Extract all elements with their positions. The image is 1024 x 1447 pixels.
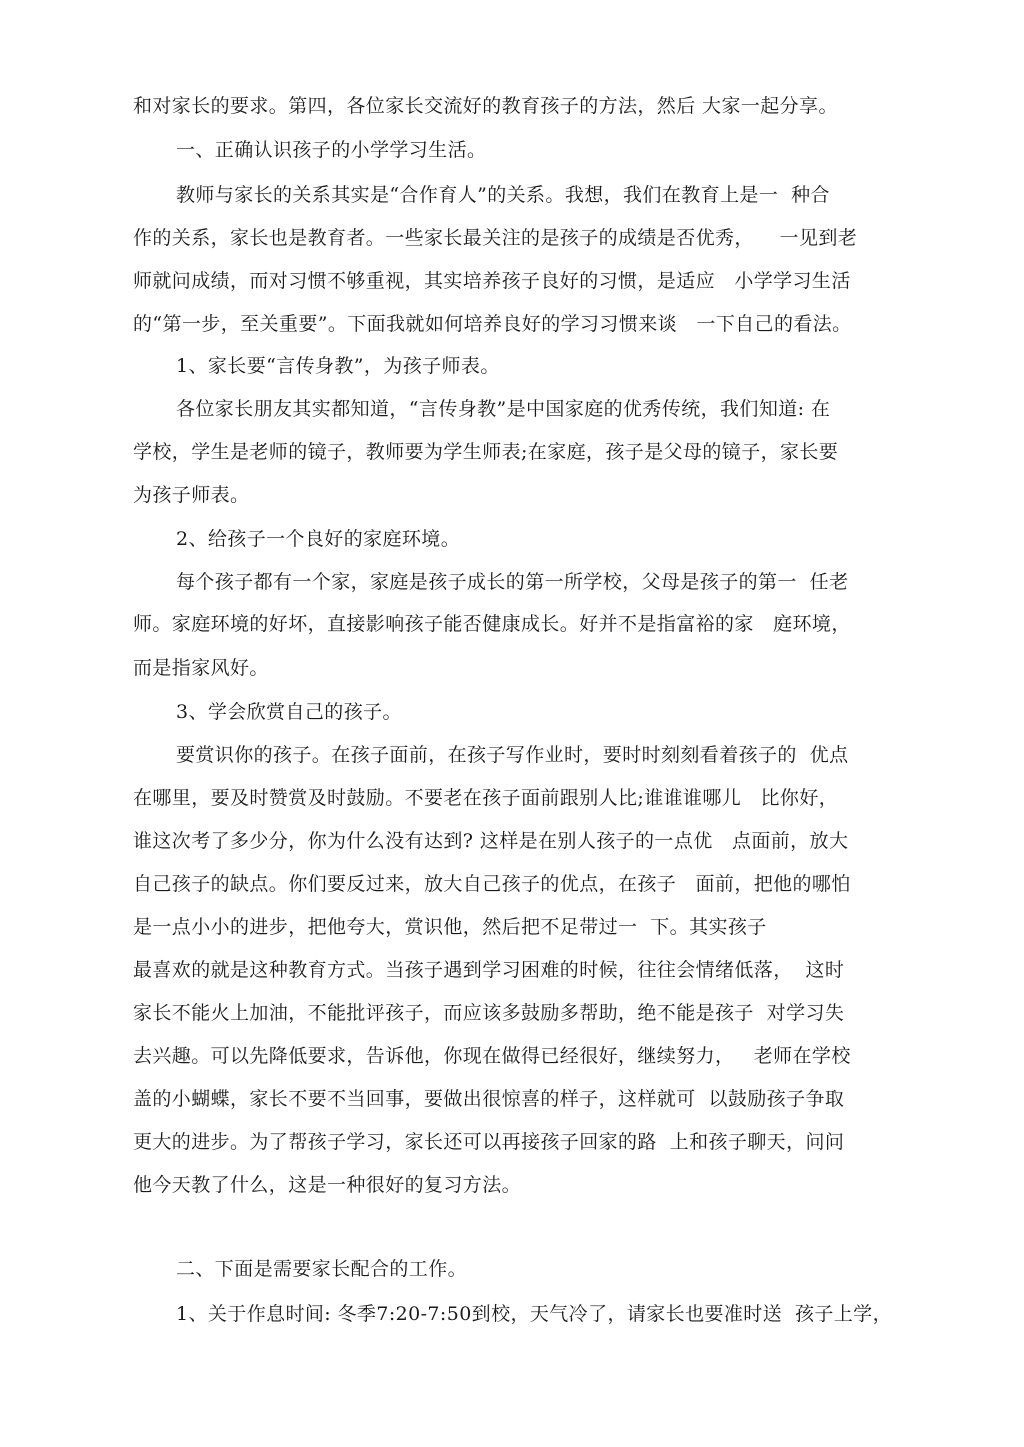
paragraph-line: 盖的小蝴蝶，家长不要不当回事，要做出很惊喜的样子，这样就可 以鼓励孩子争取 [133, 1088, 845, 1110]
paragraph-line: 每个孩子都有一个家，家庭是孩子成长的第一所学校，父母是孩子的第一 任老 [176, 571, 849, 593]
paragraph-line: 教师与家长的关系其实是“合作育人”的关系。我想，我们在教育上是一 种合 [176, 184, 830, 206]
paragraph-line: 和对家长的要求。第四，各位家长交流好的教育孩子的方法，然后 大家一起分享。 [133, 95, 838, 117]
paragraph-line: 家长不能火上加油，不能批评孩子，而应该多鼓励多帮助，绝不能是孩子 对学习失 [133, 1002, 845, 1024]
section-heading: 二、下面是需要家长配合的工作。 [176, 1258, 468, 1280]
paragraph-line: 作的关系，家长也是教育者。一些家长最关注的是孩子的成绩是否优秀， 一见到老 [133, 227, 858, 249]
paragraph-line: 师就问成绩，而对习惯不够重视，其实培养孩子良好的习惯，是适应 小学学习生活 [133, 270, 851, 292]
paragraph-line: 为孩子师表。 [133, 484, 250, 506]
paragraph-line: 在哪里，要及时赞赏及时鼓励。不要老在孩子面前跟别人比;谁谁谁哪儿 比你好， [133, 787, 839, 809]
paragraph-line: 最喜欢的就是这种教育方式。当孩子遇到学习困难的时候，往往会情绪低落， 这时 [133, 959, 845, 981]
paragraph-line: 师。家庭环境的好坏，直接影响孩子能否健康成长。好并不是指富裕的家 庭环境， [133, 613, 851, 635]
paragraph-line: 更大的进步。为了帮孩子学习，家长还可以再接孩子回家的路 上和孩子聊天，问问 [133, 1131, 845, 1153]
paragraph-line: 去兴趣。可以先降低要求，告诉他，你现在做得已经很好，继续努力， 老师在学校 [133, 1045, 851, 1067]
section-heading: 一、正确认识孩子的小学学习生活。 [176, 139, 487, 161]
paragraph-line: 要赏识你的孩子。在孩子面前，在孩子写作业时，要时时刻刻看着孩子的 优点 [176, 744, 849, 766]
paragraph-line: 学校，学生是老师的镜子，教师要为学生师表;在家庭，孩子是父母的镜子，家长要 [133, 441, 839, 463]
paragraph-line: 1、关于作息时间: 冬季7:20-7:50到校，天气冷了，请家长也要准时送 孩子上学， [176, 1303, 892, 1325]
subsection-heading: 1、家长要“言传身教”，为孩子师表。 [176, 355, 500, 377]
paragraph-line: 的“第一步，至关重要”。下面我就如何培养良好的学习习惯来谈 一下自己的看法。 [133, 313, 852, 335]
subsection-heading: 3、学会欣赏自己的孩子。 [176, 701, 402, 723]
paragraph-line: 他今天教了什么，这是一种很好的复习方法。 [133, 1174, 522, 1196]
paragraph-line: 自己孩子的缺点。你们要反过来，放大自己孩子的优点，在孩子 面前，把他的哪怕 [133, 873, 851, 895]
paragraph-line: 各位家长朋友其实都知道，“言传身教”是中国家庭的优秀传统，我们知道: 在 [176, 398, 831, 420]
subsection-heading: 2、给孩子一个良好的家庭环境。 [176, 528, 461, 550]
paragraph-line: 谁这次考了多少分，你为什么没有达到? 这样是在别人孩子的一点优 点面前，放大 [133, 830, 849, 852]
paragraph-line: 是一点小小的进步，把他夸大，赏识他，然后把不足带过一 下。其实孩子 [133, 916, 767, 938]
paragraph-line: 而是指家风好。 [133, 657, 269, 679]
